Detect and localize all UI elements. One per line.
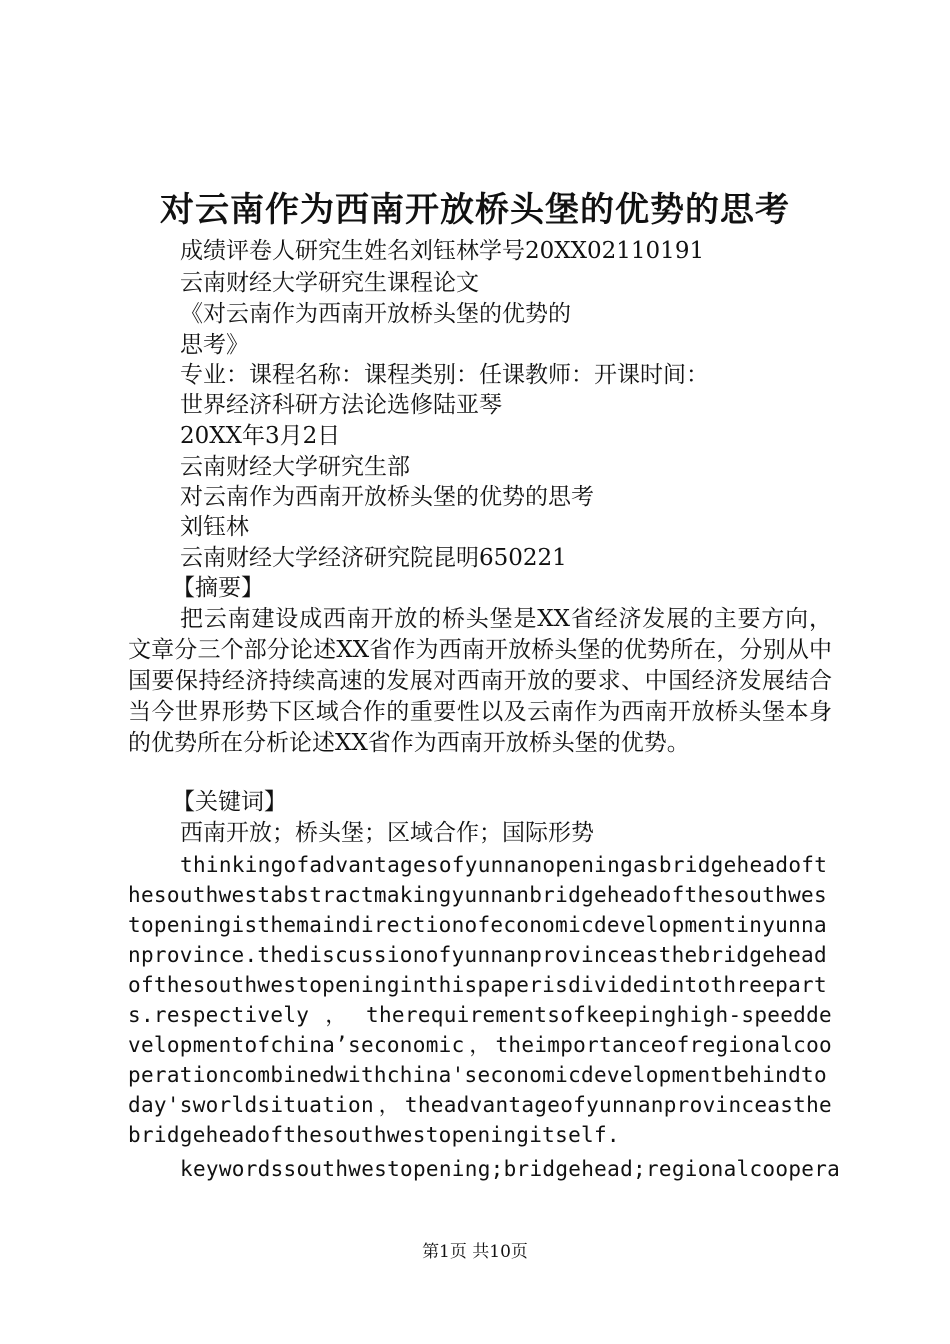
header-line-course-values: 世界经济科研方法论选修陆亚琴: [180, 392, 502, 418]
header-line-paper-title-1: 《对云南作为西南开放桥头堡的优势的: [180, 301, 571, 327]
header-line-department: 云南财经大学研究生部: [180, 454, 410, 480]
header-line-affiliation: 云南财经大学经济研究院昆明650221: [180, 545, 567, 571]
header-line-date: 20XX年3月2日: [180, 423, 341, 449]
header-line-article-title: 对云南作为西南开放桥头堡的优势的思考: [180, 484, 594, 510]
keywords-text: 西南开放；桥头堡；区域合作；国际形势: [180, 820, 594, 846]
page-number-footer: 第1页 共10页: [422, 1242, 528, 1262]
header-line-course-fields: 专业：课程名称：课程类别：任课教师：开课时间：: [180, 362, 709, 388]
abstract-heading: 【摘要】: [172, 575, 264, 601]
keywords-heading: 【关键词】: [172, 789, 287, 815]
header-line-course-paper: 云南财经大学研究生课程论文: [180, 270, 479, 296]
document-title: 对云南作为西南开放桥头堡的优势的思考: [160, 190, 790, 230]
header-line-student-info: 成绩评卷人研究生姓名刘钰林学号20XX02110191: [180, 238, 705, 264]
header-line-paper-title-2: 思考》: [180, 332, 249, 358]
english-abstract: thinkingofadvantagesofyunnanopeningasbridgeheadofthesouthwestabstractmakingyunnanbridgeheadofthesouthwestopeningisthemaindirectionofeconomicdevelopmentinyunnanprovince.thediscussionofyunnanprovinceasthebridgeheadofthesouthwestopeninginthispaperisdividedintothreeparts.respectively ， therequirementsofkeepinghigh-speeddevelopmentofchina’seconomic，theimportanceofregionalcooperationcombinedwithchina'seconomicdevelopmentbehindtoday'sworldsituation，theadvantageofyunnanprovinceasthebridgeheadofthesouthwestopeningitself.: [128, 853, 832, 1147]
header-line-author: 刘钰林: [180, 514, 249, 540]
abstract-text: 把云南建设成西南开放的桥头堡是XX省经济发展的主要方向，文章分三个部分论述XX省作为西南开放桥头堡的优势所在，分别从中国要保持经济持续高速的发展对西南开放的要求、中国经济发展结合当今世界形势下区域合作的重要性以及云南作为西南开放桥头堡本身的优势所在分析论述XX省作为西南开放桥头堡的优势。: [128, 606, 832, 756]
english-keywords: keywordssouthwestopening;bridgehead;regionalcoopera: [180, 1157, 841, 1181]
